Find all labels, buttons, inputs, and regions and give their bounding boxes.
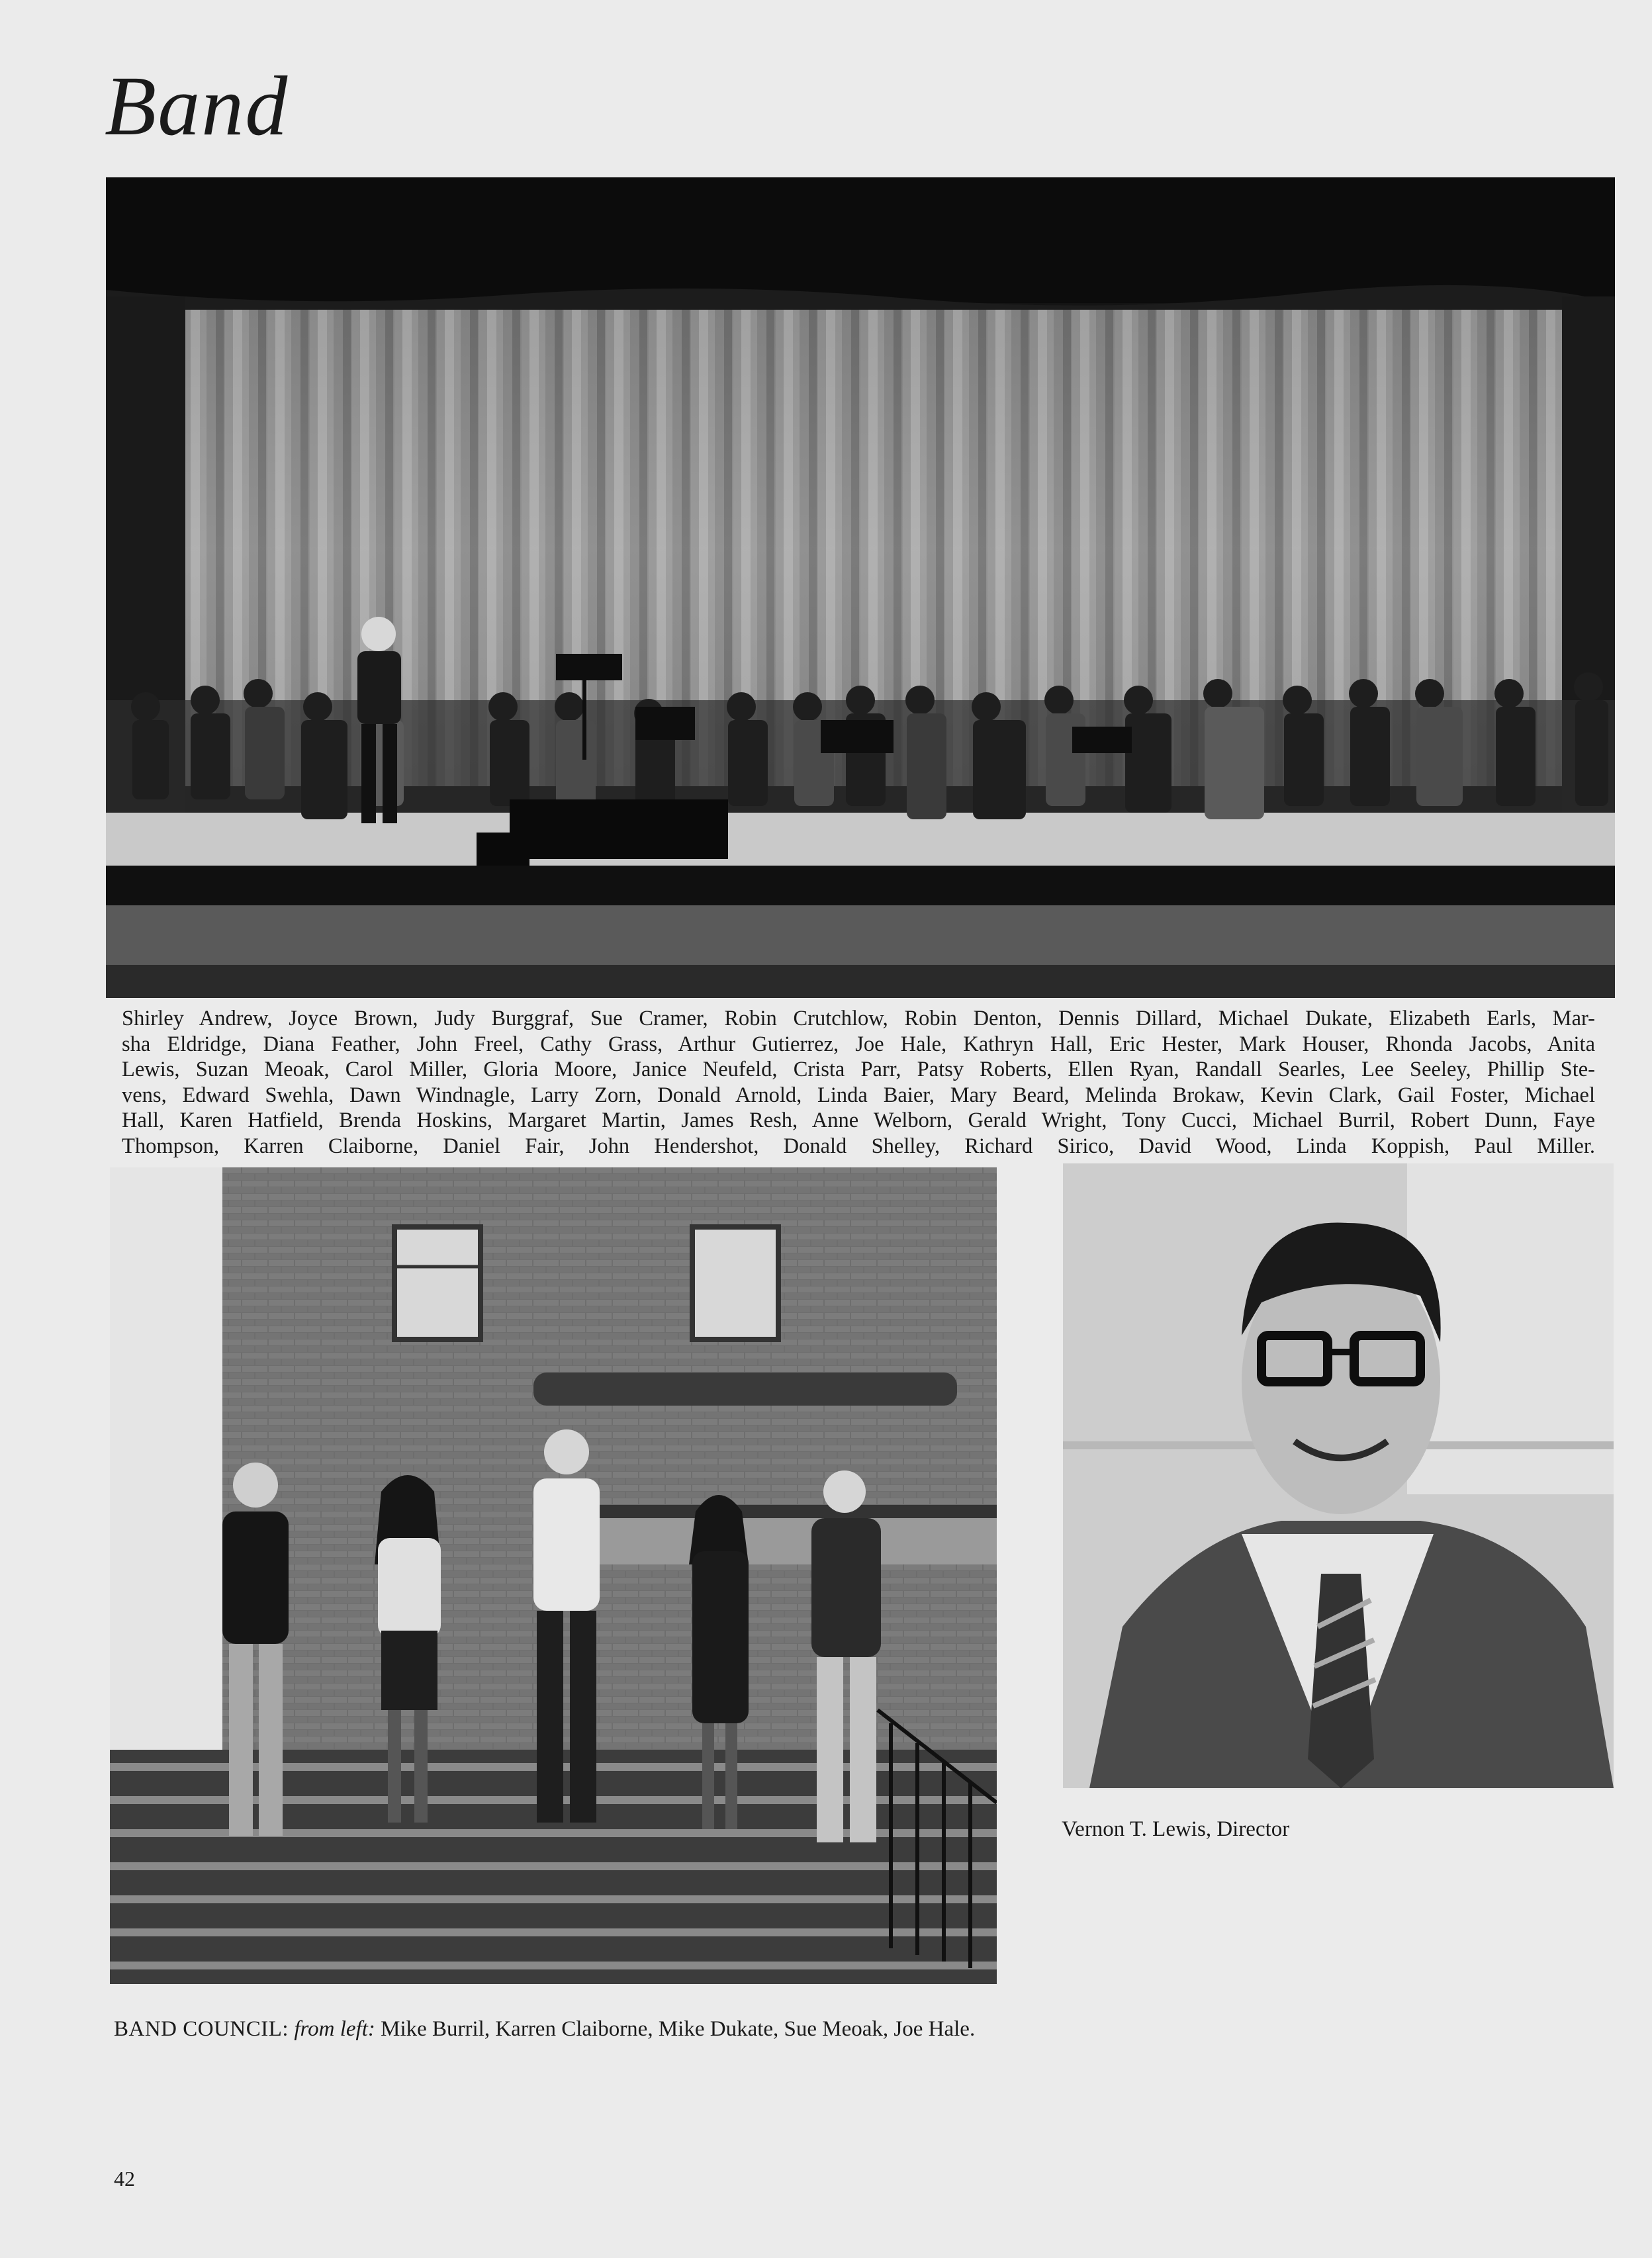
director-portrait-photo (1063, 1163, 1614, 1788)
roster-line: Thompson, Karren Claiborne, Daniel Fair, John Hendershot, Donald Shelley, Richard Sirico, David Wood, Linda Koppish, Paul Miller. (122, 1134, 1595, 1158)
band-concert-photo (106, 177, 1615, 998)
roster-line: Lewis, Suzan Meoak, Carol Miller, Gloria Moore, Janice Neufeld, Crista Parr, Patsy Roberts, Ellen Ryan, Randall Searles, Lee Seeley, Phillip Ste- (122, 1058, 1595, 1081)
roster-line: Hall, Karen Hatfield, Brenda Hoskins, Margaret Martin, James Resh, Anne Welborn, Gerald Wright, Tony Cucci, Michael Burril, Robert Dunn, Faye (122, 1108, 1595, 1132)
band-council-caption (114, 2016, 975, 2042)
band-roster (122, 1006, 1595, 1159)
caption-names: Mike Burril, Karren Claiborne, Mike Dukate, Sue Meoak, Joe Hale. (375, 2017, 976, 2041)
page-title: Band (105, 59, 289, 153)
caption-qualifier: from left: (294, 2017, 375, 2041)
band-council-photo (110, 1167, 997, 1984)
caption-lead: BAND COUNCIL: (114, 2017, 289, 2041)
roster-line: vens, Edward Swehla, Dawn Windnagle, Larry Zorn, Donald Arnold, Linda Baier, Mary Beard, Melinda Brokaw, Kevin Clark, Gail Foster, Michael (122, 1083, 1595, 1107)
roster-line: sha Eldridge, Diana Feather, John Freel, Cathy Grass, Arthur Gutierrez, Joe Hale, Kathryn Hall, Eric Hester, Mark Houser, Rhonda Jacobs, Anita (122, 1032, 1595, 1056)
director-caption: Vernon T. Lewis, Director (1062, 1817, 1290, 1841)
page-number: 42 (114, 2167, 135, 2190)
roster-line: Shirley Andrew, Joyce Brown, Judy Burggraf, Sue Cramer, Robin Crutchlow, Robin Denton, Dennis Dillard, Michael Dukate, Elizabeth Earls, Mar- (122, 1007, 1595, 1030)
